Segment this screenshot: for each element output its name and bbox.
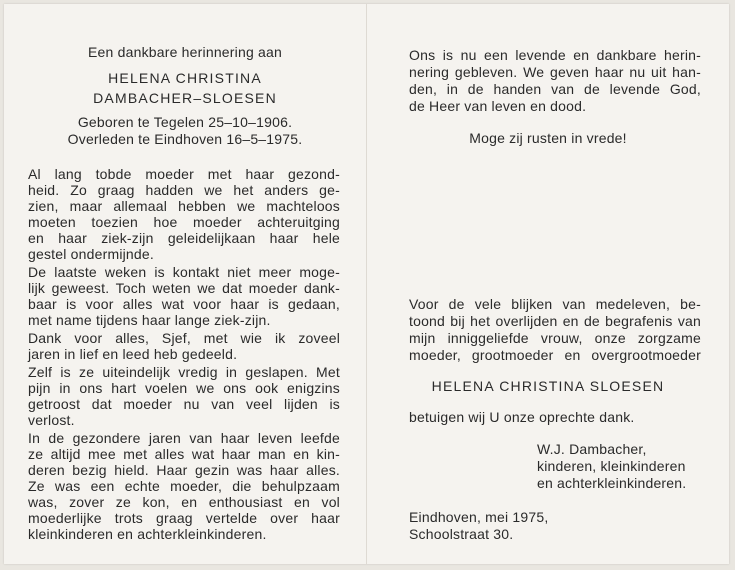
body-line: In de gezondere jaren van haar leven leefde bbox=[28, 430, 340, 446]
rest-in-peace-line: Moge zij rusten in vrede! bbox=[469, 130, 627, 146]
body-line: baar is voor alles wat voor haar is gedaan, bbox=[28, 296, 340, 312]
thanks-line: toond bij het overlijden en de begrafenis van bbox=[409, 313, 701, 329]
faith-line: nering gebleven. We geven haar nu uit han- bbox=[409, 64, 701, 80]
body-line: lijk geweest. Toch weten we dat moeder dank- bbox=[28, 280, 340, 296]
thanks-line: moeder, grootmoeder en overgrootmoeder bbox=[409, 347, 701, 363]
body-line: Zelf is ze uiteindelijk vredig in geslapen. Met bbox=[28, 364, 340, 380]
address-line: Schoolstraat 30. bbox=[409, 526, 514, 542]
thanks-line: Voor de vele blijken van medeleven, be- bbox=[409, 296, 701, 312]
body-line: pijn in ons hart voelen we ons ook enigzins bbox=[28, 380, 340, 396]
body-line: getroost dat moeder nu van veel lijden is bbox=[28, 396, 340, 412]
body-line: kleinkinderen en achterkleinkinderen. bbox=[28, 526, 267, 542]
birth-line: Geboren te Tegelen 25–10–1906. bbox=[77, 114, 293, 130]
faith-line: den, in de handen van de levende God, bbox=[409, 81, 701, 97]
intro-line: Een dankbare herinnering aan bbox=[88, 44, 282, 60]
deceased-name-line-2: DAMBACHER–SLOESEN bbox=[93, 90, 277, 106]
body-line: moeten toezien hoe moeder achteruitging bbox=[28, 214, 340, 230]
body-line: met name tijdens haar lange ziek-zijn. bbox=[28, 312, 271, 328]
death-line: Overleden te Eindhoven 16–5–1975. bbox=[67, 131, 303, 147]
body-line: jaren in lief en leed heb gedeeld. bbox=[28, 346, 238, 362]
right-panel bbox=[367, 4, 729, 564]
body-line: was, zover ze kon, en enthousiast en vol bbox=[28, 494, 340, 510]
body-line: Al lang tobde moeder met haar gezond- bbox=[28, 166, 340, 182]
left-panel bbox=[4, 4, 366, 564]
thanks-line: mijn inniggeliefde vrouw, onze zorgzame bbox=[409, 330, 701, 346]
signer-line: W.J. Dambacher, bbox=[537, 441, 647, 457]
body-line: moederlijke trots graag vertelde over haar bbox=[28, 510, 340, 526]
body-line: en haar ziek-zijn geleidelijkaan haar hele bbox=[28, 230, 340, 246]
signer-line: en achterkleinkinderen. bbox=[537, 475, 687, 491]
body-line: Ze was een echte moeder, die behulpzaam bbox=[28, 478, 340, 494]
deceased-name-line-1: HELENA CHRISTINA bbox=[108, 70, 262, 86]
body-line: gestel ondermijnde. bbox=[28, 246, 154, 262]
place-date-line: Eindhoven, mei 1975, bbox=[409, 509, 549, 525]
body-line: ze altijd mee met alles wat haar man en kin- bbox=[28, 446, 340, 462]
deceased-name-right: HELENA CHRISTINA SLOESEN bbox=[431, 378, 665, 394]
body-line: deren bezig hield. Haar gezin was haar alles. bbox=[28, 462, 340, 478]
body-line: zien, maar allemaal hebben we machteloos bbox=[28, 198, 340, 214]
gratitude-line: betuigen wij U onze oprechte dank. bbox=[409, 409, 635, 425]
memorial-card bbox=[4, 4, 729, 564]
body-line: heid. Zo graag hadden we het anders ge- bbox=[28, 182, 340, 198]
body-line: Dank voor alles, Sjef, met wie ik zoveel bbox=[28, 330, 340, 346]
body-line: De laatste weken is kontakt niet meer moge- bbox=[28, 264, 340, 280]
faith-line: de Heer van leven en dood. bbox=[409, 98, 587, 114]
faith-line: Ons is nu een levende en dankbare herin- bbox=[409, 47, 701, 63]
body-line: verlost. bbox=[28, 412, 75, 428]
signer-line: kinderen, kleinkinderen bbox=[537, 458, 686, 474]
